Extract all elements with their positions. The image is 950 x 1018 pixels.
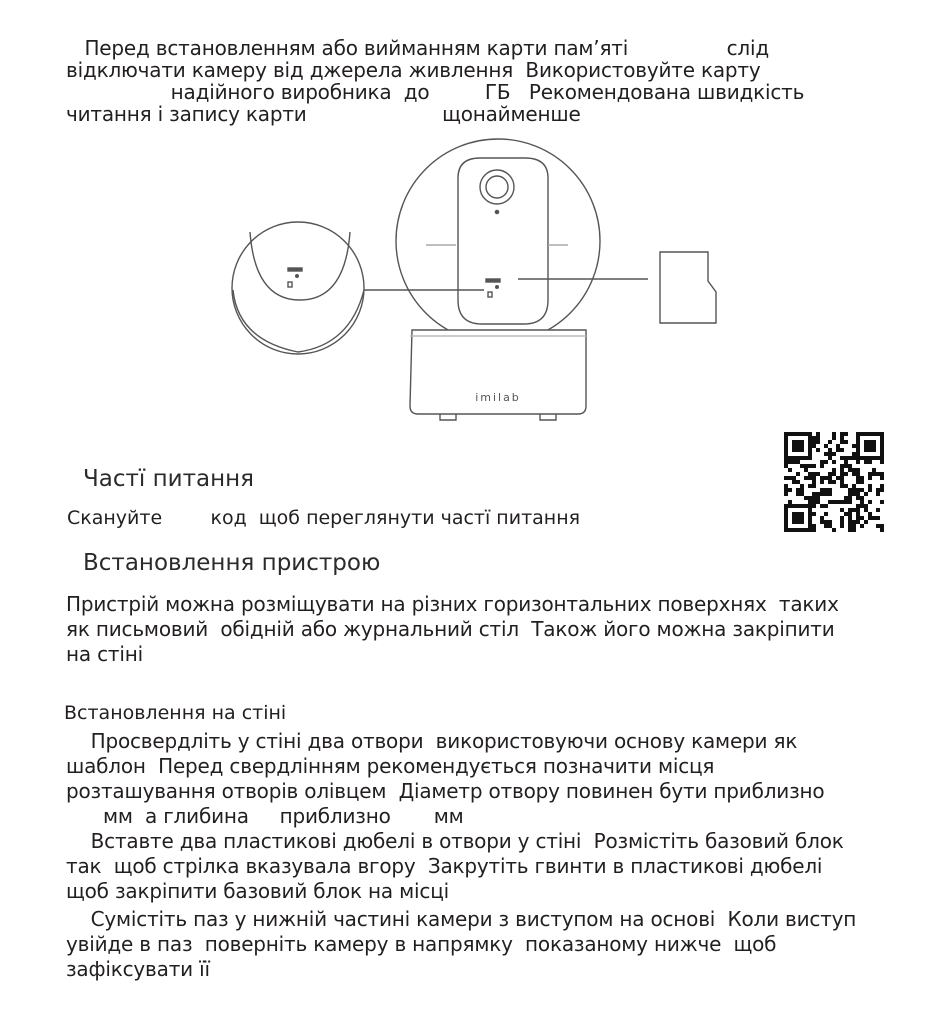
camera-brand-label: imilab xyxy=(475,391,521,404)
installation-line: на стіні xyxy=(66,642,143,666)
power-parts-heading: Частї питання xyxy=(83,466,254,492)
wall-mount-line: Вставте два пластикові дюбелі в отвори у стіні Розмістіть базовий блок xyxy=(66,829,844,853)
sd-card-note-line: надійного виробника до ГБ Рекомендована швидкість xyxy=(66,80,805,104)
wall-mount-line: мм а глибина приблизно мм xyxy=(66,804,464,828)
installation-line: як письмовий обідній або журнальний стіл Також його можна закріпити xyxy=(66,617,835,641)
wall-mount-line: шаблон Перед свердлінням рекомендується позначити місця xyxy=(66,754,715,778)
wall-mount-line: розташування отворів олівцем Діаметр отвору повинен бути приблизно xyxy=(66,779,825,803)
sd-card-note-line: відключати камеру від джерела живлення Використовуйте карту xyxy=(66,58,761,82)
wall-mount-line: Просвердліть у стіні два отвори використовуючи основу камери як xyxy=(66,729,798,753)
qr-code-icon[interactable] xyxy=(784,432,884,532)
power-parts-text: Скануйте код щоб переглянути частї питання xyxy=(67,507,581,529)
wall-mount-subheading: Встановлення на стіні xyxy=(64,702,287,724)
wall-mount-line: так щоб стрілка вказувала вгору Закрутіть гвинти в пластикові дюбелі xyxy=(66,854,823,878)
wall-mount-line: увійде в паз поверніть камеру в напрямку показаному нижче щоб xyxy=(66,932,777,956)
installation-line: Пристрій можна розміщувати на різних горизонтальних поверхнях таких xyxy=(66,592,839,616)
sd-card-note-line: читання і запису карти щонайменше xyxy=(66,102,581,126)
wall-mount-line: зафіксувати її xyxy=(66,957,210,981)
installation-heading: Встановлення пристрою xyxy=(83,550,381,576)
sd-card-note-line: Перед встановленням або вийманням карти пам’яті слід xyxy=(66,36,769,60)
wall-mount-line: щоб закріпити базовий блок на місці xyxy=(66,879,449,903)
wall-mount-line: Сумістіть паз у нижній частині камери з виступом на основі Коли виступ xyxy=(66,907,857,931)
